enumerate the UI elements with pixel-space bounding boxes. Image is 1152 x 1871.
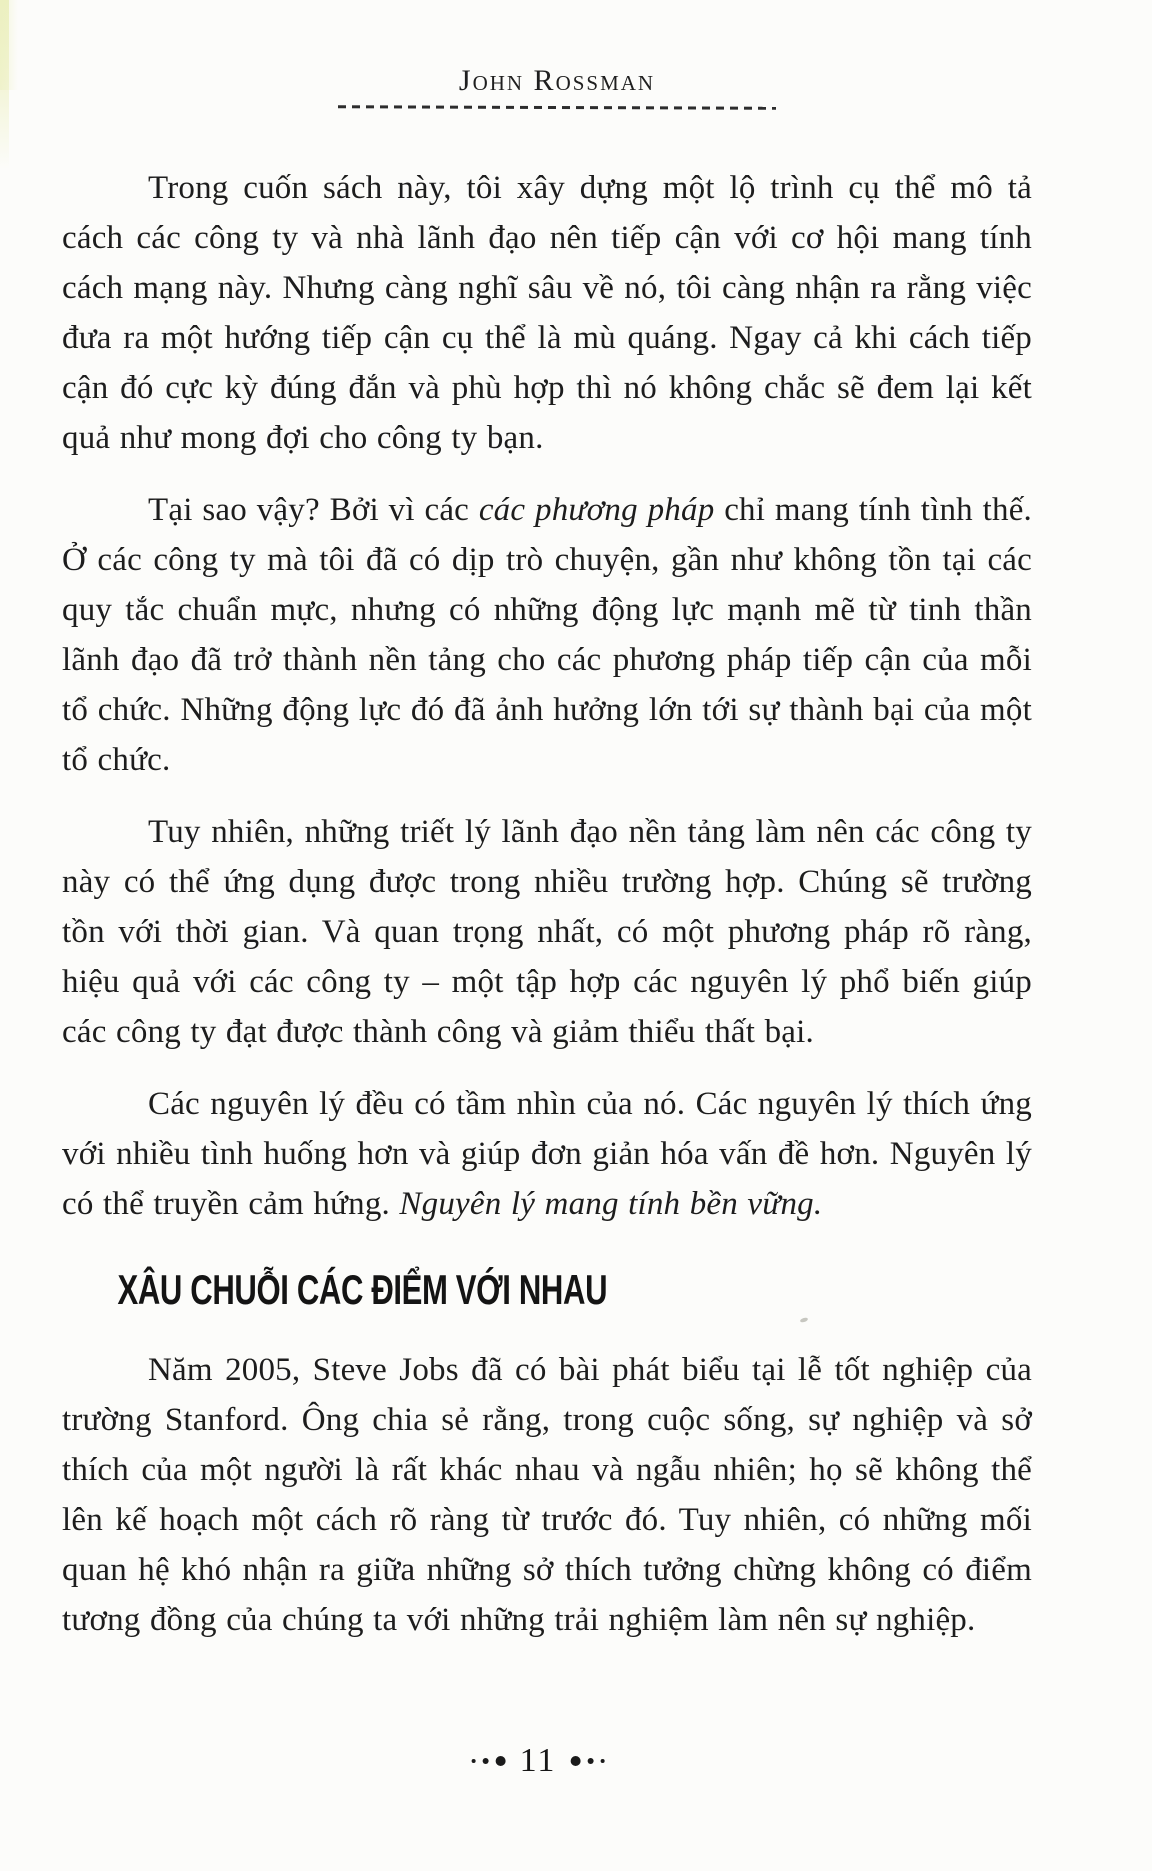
scan-edge-artifact [0,0,9,170]
page-number: 11 [519,1742,557,1779]
footer-ornament-right [570,1756,604,1766]
text-run: Trong cuốn sách này, tôi xây dựng một lộ trình cụ thể mô tả cách các công ty và nhà lãnh đạo nên tiếp cận với cơ hội mang tính cách mạng này. Nhưng càng nghĩ sâu về nó, tôi càng nhận ra rằng việc đưa ra một hướng tiếp cận cụ thể là mù quáng. Ngay cả khi cách tiếp cận đó cực kỳ đúng đắn và phù hợp thì nó không chắc sẽ đem lại kết quả như mong đợi cho công ty bạn. [62,170,1032,456]
paragraph [62,807,1032,1057]
text-run: Tại sao vậy? Bởi vì các [148,492,479,528]
page-footer [472,1741,605,1781]
text-run: Các nguyên lý đều có tầm nhìn của nó. Các nguyên lý thích ứng với nhiều tình huống hơn và giúp đơn giản hóa vấn đề hơn. Nguyên lý có thể truyền cảm hứng. [62,1086,1032,1222]
running-header-title: John Rossman [458,64,656,97]
italic-text: các phương pháp [478,492,715,528]
paragraph [62,163,1032,463]
text-run: chỉ mang tính tình thế. Ở các công ty mà tôi đã có dịp trò chuyện, gần như không tồn tại các quy tắc chuẩn mực, nhưng có những động lực mạnh mẽ từ tinh thần lãnh đạo đã trở thành nền tảng cho các phương pháp tiếp cận của mỗi tổ chức. Những động lực đó đã ảnh hưởng lớn tới sự thành bại của một tổ chức. [62,492,1033,778]
page-body [62,0,1032,1667]
paragraph [62,1079,1032,1229]
text-run: Tuy nhiên, những triết lý lãnh đạo nền tảng làm nên các công ty này có thể ứng dụng được trong nhiều trường hợp. Chúng sẽ trường tồn với thời gian. Và quan trọng nhất, có một phương pháp rõ ràng, hiệu quả với các công ty – một tập hợp các nguyên lý phổ biến giúp các công ty đạt được thành công và giảm thiểu thất bại. [62,814,1032,1050]
paragraph [62,1345,1032,1645]
paragraph [62,485,1032,785]
text-run: Năm 2005, Steve Jobs đã có bài phát biểu tại lễ tốt nghiệp của trường Stanford. Ông chia sẻ rằng, trong cuộc sống, sự nghiệp và sở thích của một người là rất khác nhau và ngẫu nhiên; họ sẽ không thể lên kế hoạch một cách rõ ràng từ trước đó. Tuy nhiên, có những mối quan hệ khó nhận ra giữa những sở thích tưởng chừng không có điểm tương đồng của chúng ta với những trải nghiệm làm nên sự nghiệp. [62,1352,1032,1638]
italic-text: Nguyên lý mang tính bền vững. [399,1186,823,1222]
section-heading: XÂU CHUỖI CÁC ĐIỂM VỚI NHAU [117,1266,608,1313]
footer-ornament-left [472,1756,506,1766]
